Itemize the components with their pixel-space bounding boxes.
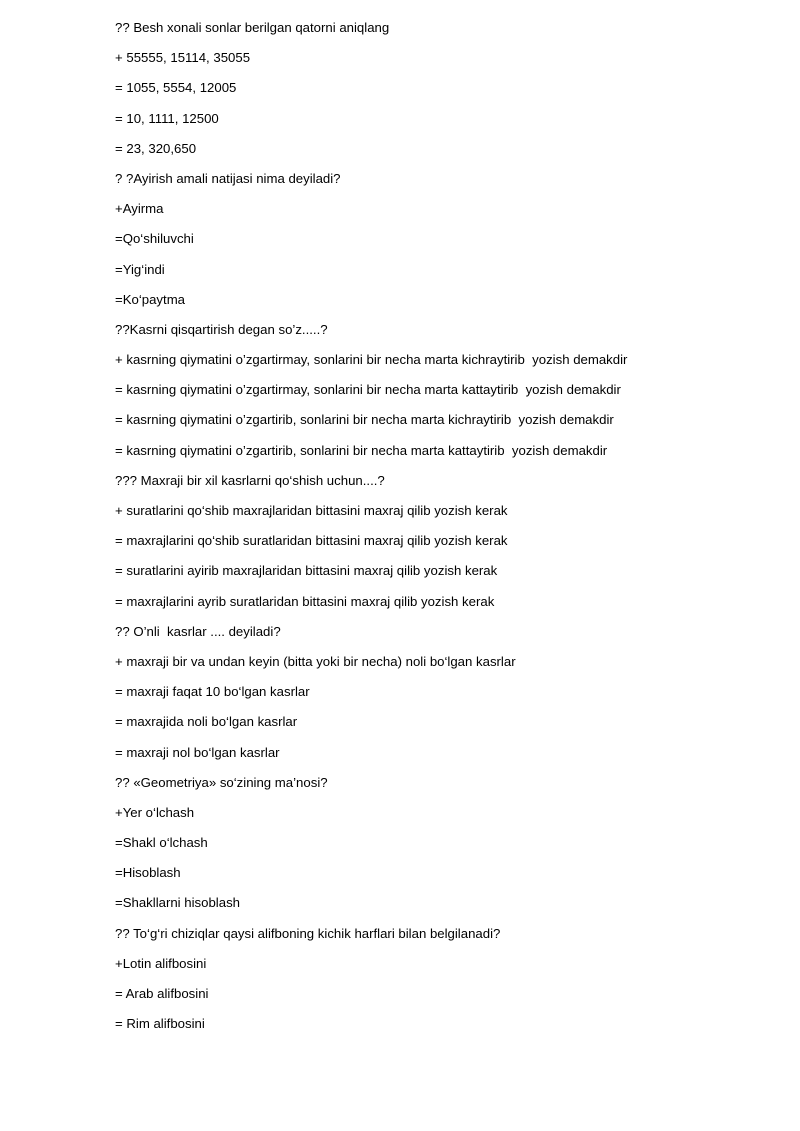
correct-answer-line: +Yer o‘lchash — [115, 804, 195, 820]
question-list — [115, 18, 775, 1044]
answer-option-line: =Shakllarni hisoblash — [115, 895, 240, 911]
answer-option-line: = 1055, 5554, 12005 — [115, 80, 237, 96]
correct-answer-line: +Ayirma — [115, 201, 164, 217]
answer-option-line: = maxrajida noli bo‘lgan kasrlar — [115, 714, 298, 730]
question-line: ??Kasrni qisqartirish degan so’z.....? — [115, 321, 328, 337]
answer-option-line: =Shakl o‘lchash — [115, 835, 208, 851]
correct-answer-line: + maxraji bir va undan keyin (bitta yoki bir necha) noli bo‘lgan kasrlar — [115, 653, 516, 669]
question-line: ?? «Geometriya» so‘zining ma’nosi? — [115, 774, 328, 790]
answer-option-line: =Qo‘shiluvchi — [115, 231, 194, 247]
question-line: ? ?Ayirish amali natijasi nima deyiladi? — [115, 170, 341, 186]
answer-option-line: = kasrning qiymatini o’zgartirib, sonlarini bir necha marta kattaytirib yozish demakdir — [115, 442, 608, 458]
answer-option-line: = suratlarini ayirib maxrajlaridan bittasini maxraj qilib yozish kerak — [115, 563, 498, 579]
answer-option-line: = kasrning qiymatini o’zgartirmay, sonlarini bir necha marta kattaytirib yozish demakdir — [115, 382, 621, 398]
answer-option-line: =Yig‘indi — [115, 261, 165, 277]
answer-option-line: =Hisoblash — [115, 865, 181, 881]
question-line: ?? To‘g‘ri chiziqlar qaysi alifboning kichik harflari bilan belgilanadi? — [115, 925, 501, 941]
answer-option-line: = Arab alifbosini — [115, 986, 209, 1001]
answer-option-line: = maxraji nol bo‘lgan kasrlar — [115, 744, 280, 760]
answer-option-line: =Ko‘paytma — [115, 291, 186, 307]
correct-answer-line: + suratlarini qo‘shib maxrajlaridan bittasini maxraj qilib yozish kerak — [115, 503, 508, 518]
answer-option-line: = maxraji faqat 10 bo‘lgan kasrlar — [115, 684, 310, 700]
question-line: ?? Besh xonali sonlar berilgan qatorni aniqlang — [115, 20, 390, 35]
answer-option-line: = maxrajlarini ayrib suratlaridan bittasini maxraj qilib yozish kerak — [115, 593, 495, 609]
answer-option-line: = kasrning qiymatini o’zgartirib, sonlarini bir necha marta kichraytirib yozish demakdir — [115, 412, 614, 428]
question-line: ?? O’nli kasrlar .... deyiladi? — [115, 623, 281, 639]
question-line: ??? Maxraji bir xil kasrlarni qo‘shish uchun....? — [115, 472, 385, 488]
correct-answer-line: +Lotin alifbosini — [115, 955, 207, 971]
answer-option-line: = maxrajlarini qo‘shib suratlaridan bittasini maxraj qilib yozish kerak — [115, 533, 508, 549]
answer-option-line: = 10, 1111, 12500 — [115, 110, 219, 126]
correct-answer-line: + 55555, 15114, 35055 — [115, 50, 251, 66]
correct-answer-line: + kasrning qiymatini o’zgartirmay, sonlarini bir necha marta kichraytirib yozish demakdir — [115, 352, 628, 368]
answer-option-line: = Rim alifbosini — [115, 1016, 205, 1032]
answer-option-line: = 23, 320,650 — [115, 140, 197, 156]
